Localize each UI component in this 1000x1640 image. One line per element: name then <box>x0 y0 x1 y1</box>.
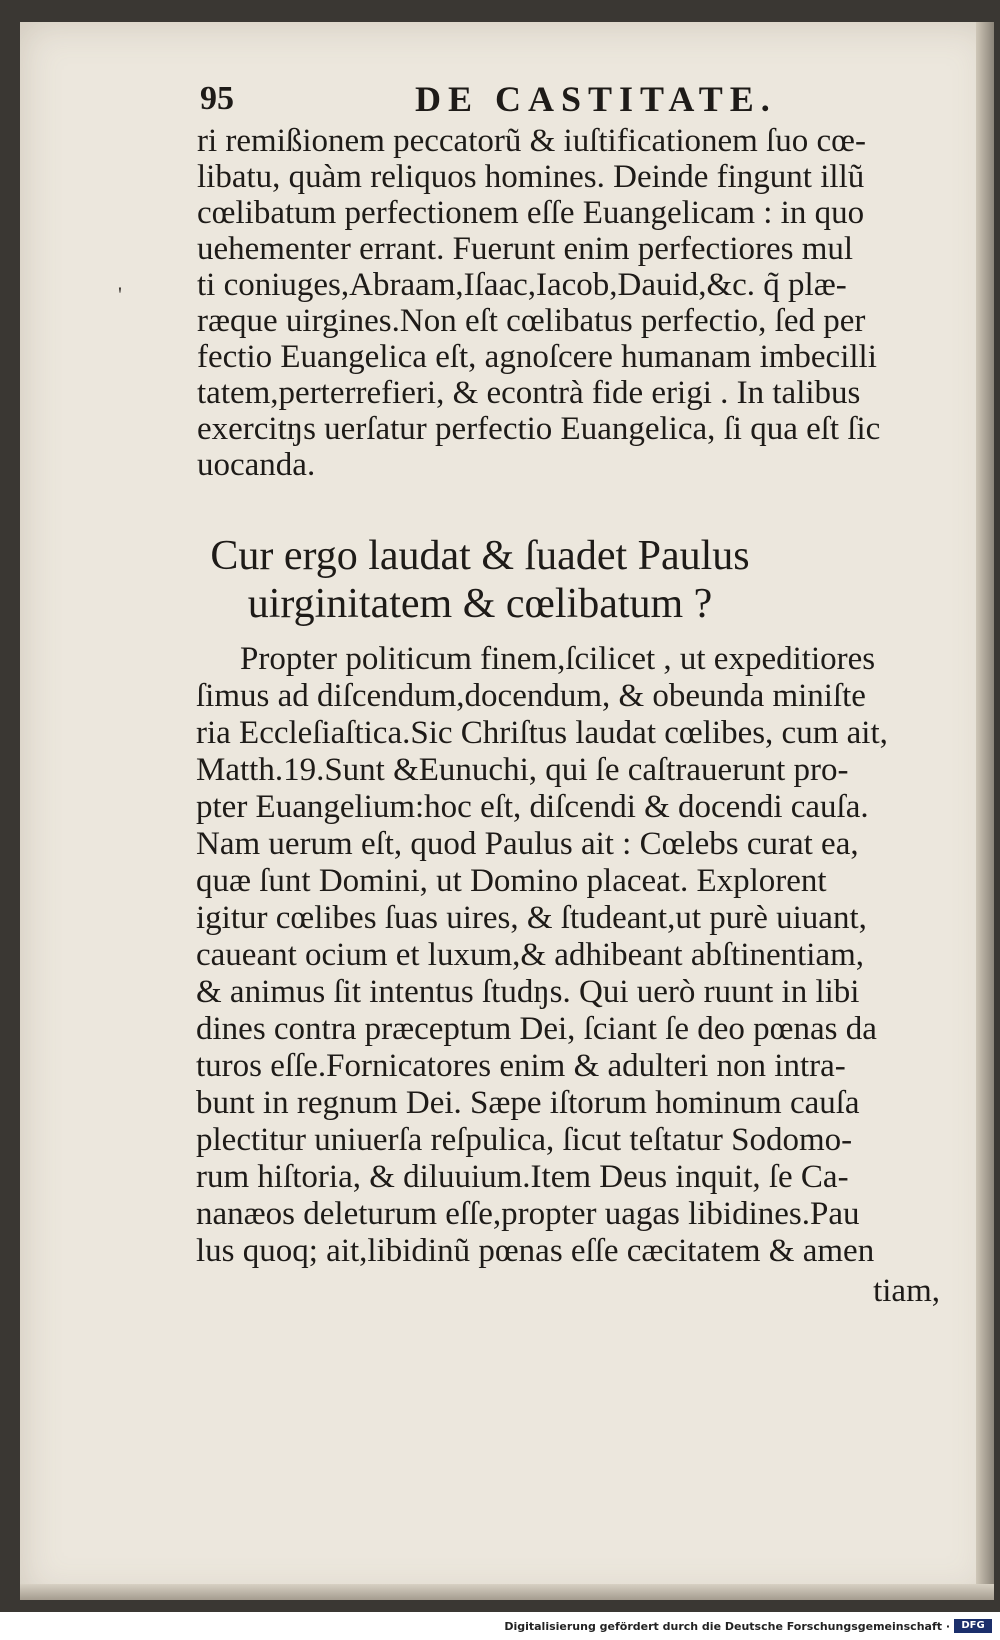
heading-line: Cur ergo laudat & ſuadet Paulus <box>210 533 750 579</box>
page-edge-right <box>976 22 994 1600</box>
text-line: & animus ſit intentus ſtudŋs. Qui uerò ruunt in libi <box>196 974 860 1010</box>
text-line: uehementer errant. Fuerunt enim perfectiores mul <box>197 231 854 267</box>
catchword: tiam, <box>873 1273 940 1309</box>
page-number: 95 <box>200 80 234 117</box>
running-title: DE CASTITATE. <box>415 79 777 119</box>
page-edge-bottom <box>20 1584 994 1600</box>
text-line: dines contra præceptum Dei, ſciant ſe deo pœnas da <box>196 1011 877 1047</box>
digitization-footer <box>0 1612 1000 1640</box>
stray-ink-mark: ' <box>118 282 122 307</box>
running-head <box>200 76 840 124</box>
text-line: Matth.19.Sunt &Eunuchi, qui ſe caſtrauerunt pro- <box>196 752 849 788</box>
text-line: igitur cœlibes ſuas uires, & ſtudeant,ut purè uiuant, <box>196 900 867 936</box>
text-line: libatu, quàm reliquos homines. Deinde fingunt illũ <box>197 159 865 195</box>
text-line: ti coniuges,Abraam,Iſaac,Iacob,Dauid,&c. q̃ plæ- <box>197 267 847 303</box>
text-line: ria Eccleſiaſtica.Sic Chriſtus laudat cœlibes, cum ait, <box>196 715 888 751</box>
text-line: ri remißionem peccatorũ & iuſtificationem ſuo cœ- <box>197 123 866 159</box>
text-line: caueant ocium et luxum,& adhibeant abſtinentiam, <box>196 937 865 973</box>
text-line: pter Euangelium:hoc eſt, diſcendi & docendi cauſa. <box>196 789 869 825</box>
text-line: ræque uirgines.Non eſt cœlibatus perfectio, ſed per <box>197 303 866 339</box>
text-line: bunt in regnum Dei. Sæpe iſtorum hominum cauſa <box>196 1085 860 1121</box>
text-line: fectio Euangelica eſt, agnoſcere humanam imbecilli <box>197 339 877 375</box>
text-line: nanæos deleturum eſſe,propter uagas libidines.Pau <box>196 1196 860 1232</box>
funding-credit: Digitalisierung gefördert durch die Deutsche Forschungsgemeinschaft · <box>504 1620 950 1633</box>
text-line: Propter politicum finem,ſcilicet , ut expeditiores <box>240 641 876 677</box>
text-line: quæ ſunt Domini, ut Domino placeat. Explorent <box>196 863 827 899</box>
heading-line: uirginitatem & cœlibatum ? <box>247 581 713 627</box>
text-line: uocanda. <box>197 447 316 483</box>
text-line: cœlibatum perfectionem eſſe Euangelicam : in quo <box>197 195 865 231</box>
text-line: lus quoq; ait,libidinũ pœnas eſſe cæcitatem & amen <box>196 1233 875 1269</box>
text-line: exercitŋs uerſatur perfectio Euangelica, ſi qua eſt ſic <box>197 411 881 447</box>
text-line: plectitur uniuerſa reſpulica, ſicut teſtatur Sodomo- <box>196 1122 853 1158</box>
dfg-logo: DFG <box>954 1619 992 1633</box>
text-line: rum hiſtoria, & diluuium.Item Deus inquit, ſe Ca- <box>196 1159 849 1195</box>
text-line: Nam uerum eſt, quod Paulus ait : Cœlebs curat ea, <box>196 826 859 862</box>
text-line: ſimus ad diſcendum,docendum, & obeunda miniſte <box>196 678 866 714</box>
text-line: tatem,perterrefieri, & econtrà fide erigi . In talibus <box>197 375 861 411</box>
text-line: turos eſſe.Fornicatores enim & adulteri non intra- <box>196 1048 846 1084</box>
